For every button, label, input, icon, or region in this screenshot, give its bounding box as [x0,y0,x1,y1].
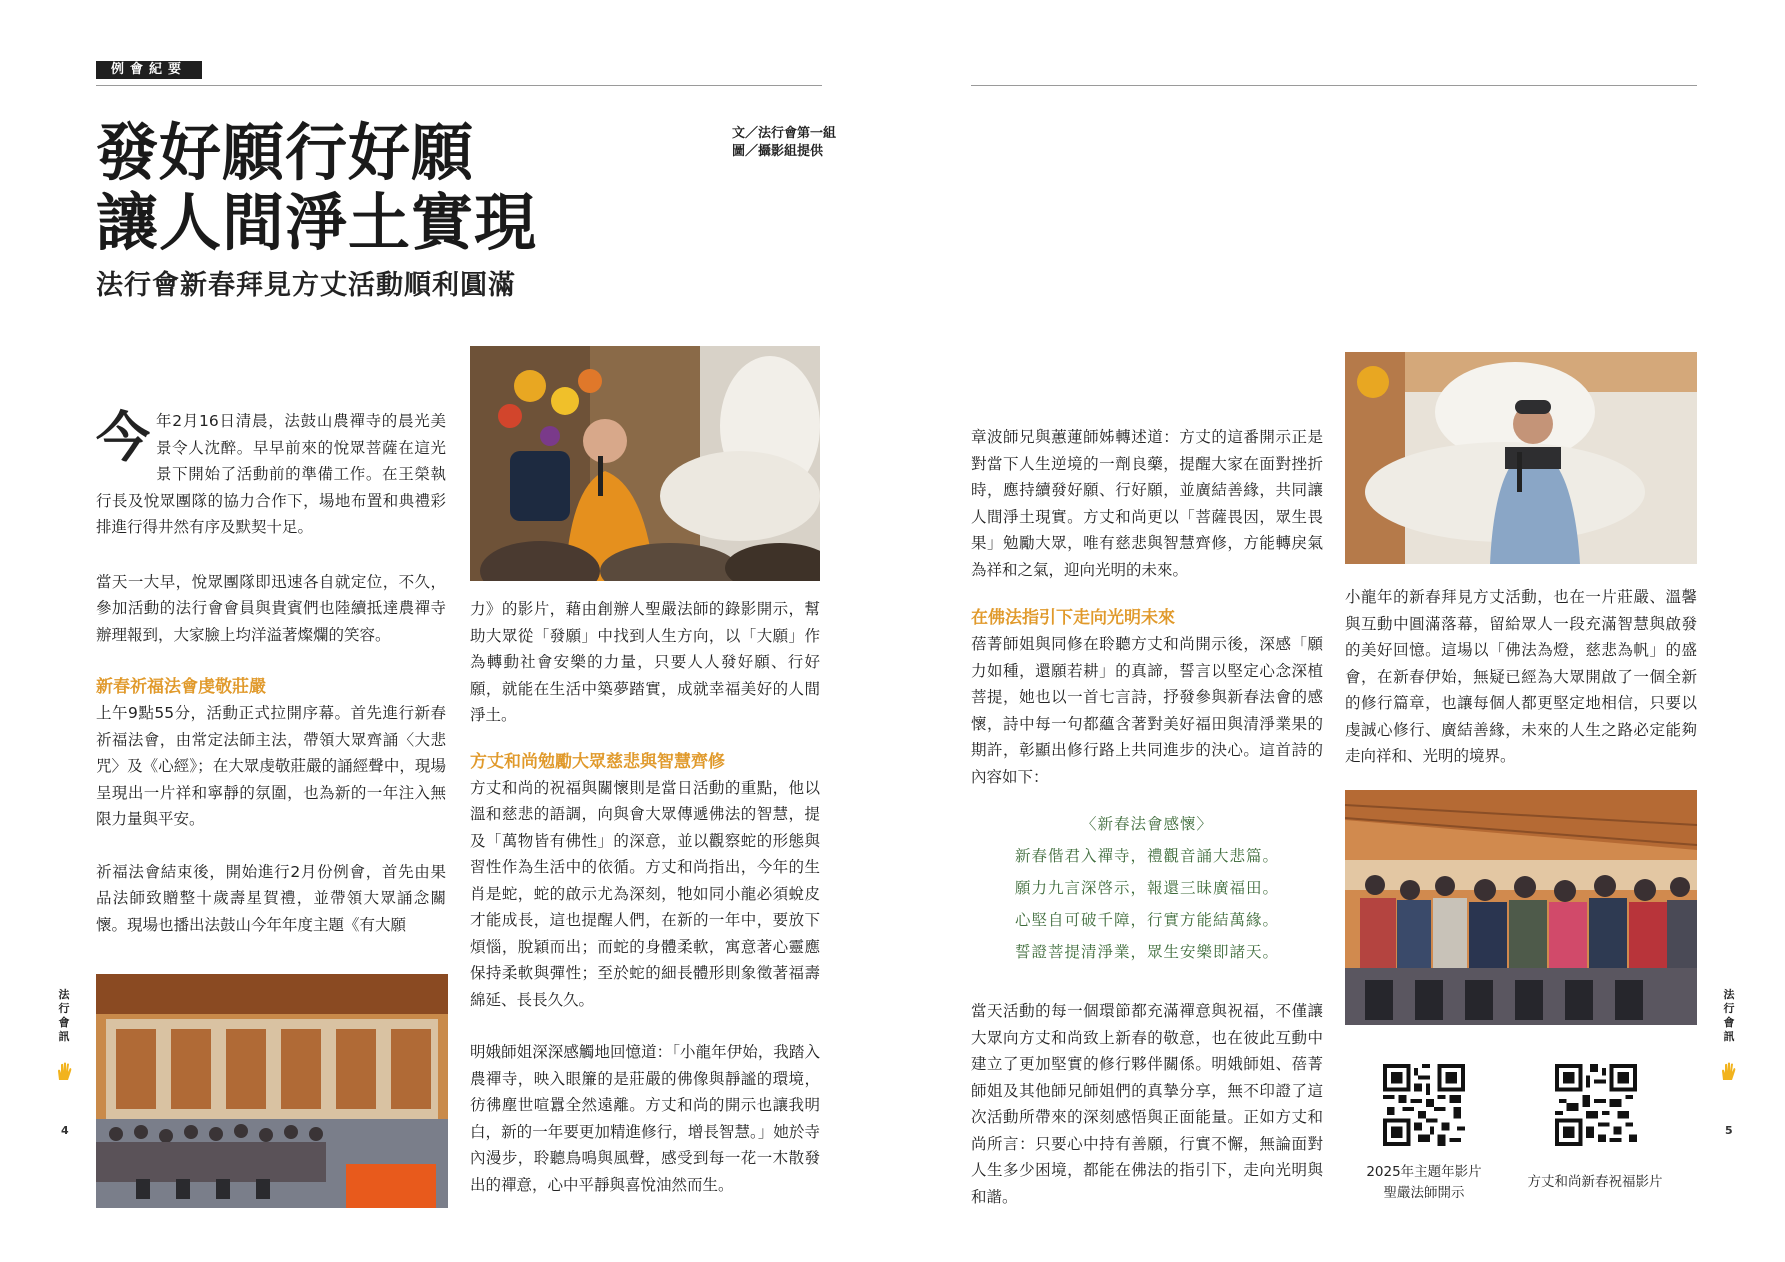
qr-code-theme-video[interactable] [1383,1064,1465,1146]
header-rule-left [96,85,822,86]
title-line-1: 發好願行好願 [96,116,475,189]
qr-caption-2: 方丈和尚新春祝福影片 [1527,1174,1663,1190]
section-tag: 例會紀要 [96,61,202,79]
author-credit: 文／法行會第一組 [732,126,837,141]
column-2 [470,596,820,1198]
poem-line: 心堅自可破千障，行實方能結萬緣。 [1014,911,1279,929]
column-3 [971,424,1323,1210]
header-rule-right [971,85,1697,86]
photo-credit: 圖／攝影組提供 [732,144,824,159]
poem-block [971,808,1323,968]
paragraph: 蓓菁師姐與同修在聆聽方丈和尚開示後，深感「願力如種，還願若耕」的真諦，誓言以堅定心念深植菩提，她也以一首七言詩，抒發參與新春法會的感懷，詩中每一句都蘊含著對美好福田與清淨業果的期許，彰顯出修行路上共同進步的決心。這首詩的內容如下： [971,635,1323,786]
section-heading: 在佛法指引下走向光明未來 [971,608,1175,628]
intro-paragraph: 今年2月16日清晨，法鼓山農禪寺的晨光美景令人沈醉。早早前來的悅眾菩薩在這光景下開始了活動前的準備工作。在王榮執行長及悅眾團隊的協力合作下，場地布置和典禮彩排進行得井然有序及默契十足。 [96,405,446,536]
paragraph: 明娥師姐深深感觸地回憶道：「小龍年伊始，我踏入農禪寺，映入眼簾的是莊嚴的佛像與靜謐的環境，彷彿塵世喧囂全然遠離。方丈和尚的開示也讓我明白，新的一年要更加精進修行，增長智慧。」她於寺內漫步，聆聽鳥鳴與風聲，感受到每一花一木散發出的禪意，心中平靜與喜悅油然而生。 [470,1043,820,1194]
qr-caption-1: 2025年主題年影片 聖嚴法師開示 [1366,1164,1482,1201]
hand-icon [56,1062,74,1086]
column-1 [96,405,446,938]
paragraph: 上午9點55分，活動正式拉開序幕。首先進行新春祈福法會，由常定法師主法，帶領大眾齊誦〈大悲咒〉及《心經》；在大眾虔敬莊嚴的誦經聲中，現場呈現出一片祥和寧靜的氛圍，也為新的一年注入無限力量與平安。 [96,704,446,828]
section-heading: 方丈和尚勉勵大眾慈悲與智慧齊修 [470,751,725,772]
paragraph: 小龍年的新春拜見方丈活動，也在一片莊嚴、溫馨與互動中圓滿落幕，留給眾人一段充滿智慧與啟發的美好回憶。這場以「佛法為燈，慈悲為帆」的盛會，在新春伊始，無疑已經為大眾開啟了一個全新的修行篇章，也讓每個人都更堅定地相信，只要以虔誠心修行、廣結善緣，未來的人生之路必定能夠走向祥和、光明的境界。 [1345,588,1697,765]
poem-title: 〈新春法會感懷〉 [1080,815,1213,833]
section-heading: 新春祈福法會虔敬莊嚴 [96,677,266,697]
page-number-right: 5 [1725,1124,1733,1137]
photo-hall-audience [96,974,448,1208]
paragraph: 當天一大早，悅眾團隊即迅速各自就定位，不久，參加活動的法行會會員與貴賓們也陸續抵達農禪寺辦理報到，大家臉上均洋溢著燦爛的笑容。 [96,572,446,644]
photo-monk-speaking [470,346,820,581]
photo-members-praying [1345,790,1697,1025]
column-4 [1345,584,1697,770]
paragraph: 力》的影片，藉由創辦人聖嚴法師的錄影開示，幫助大眾從「發願」中找到人生方向，以「大願」作為轉動社會安樂的力量，只要人人發好願、行好願，就能在生活中築夢踏實，成就幸福美好的人間淨土。 [470,600,820,724]
page-number-left: 4 [61,1124,69,1137]
margin-label-right: 法行會訊 [1723,988,1735,1043]
subtitle: 法行會新春拜見方丈活動順利圓滿 [96,270,516,301]
qr-code-abbot-video[interactable] [1555,1064,1637,1146]
poem-line: 新春偕君入禪寺，禮觀音誦大悲篇。 [1014,847,1279,865]
dropcap: 今 [96,405,150,469]
title-line-2: 讓人間淨土實現 [96,186,538,259]
poem-line: 誓證菩提清淨業，眾生安樂即諸天。 [1014,943,1279,961]
margin-label-left: 法行會訊 [58,988,70,1043]
hand-icon [1720,1062,1738,1086]
paragraph: 當天活動的每一個環節都充滿禪意與祝福，不僅讓大眾向方丈和尚致上新春的敬意，也在彼此互動中建立了更加堅實的修行夥伴關係。明娥師姐、蓓菁師姐及其他師兄師姐們的真摯分享，無不印證了這次活動所帶來的深刻感悟與正面能量。正如方丈和尚所言：只要心中持有善願，行實不懈，無論面對人生多少困境，都能在佛法的指引下，走向光明與和諧。 [971,1002,1323,1206]
poem-line: 願力九言深啓示，報還三昧廣福田。 [1014,879,1279,897]
paragraph: 章波師兄與蕙蓮師姊轉述道：方丈的這番開示正是對當下人生逆境的一劑良藥，提醒大家在面對挫折時，應持續發好願、行好願，並廣結善緣，共同讓人間淨土現實。方丈和尚更以「菩薩畏因，眾生畏果」勉勵大眾，唯有慈悲與智慧齊修，方能轉戾氣為祥和之氣，迎向光明的未來。 [971,428,1323,579]
paragraph: 方丈和尚的祝福與關懷則是當日活動的重點，他以溫和慈悲的語調，向與會大眾傳遞佛法的智慧，提及「萬物皆有佛性」的深意，並以觀察蛇的形態與習性作為生活中的依循。方丈和尚指出，今年的生肖是蛇，蛇的啟示尤為深刻，牠如同小龍必須蛻皮才能成長，這也提醒人們，在新的一年中，要放下煩惱，脫穎而出；而蛇的身體柔軟，寓意著心靈應保持柔軟與彈性；至於蛇的細長體形則象徵著福壽綿延、長長久久。 [470,778,820,1009]
photo-abbot-speaking [1345,352,1697,564]
paragraph: 祈福法會結束後，開始進行2月份例會，首先由果品法師致贈整十歲壽星賀禮，並帶領大眾誦念關懷。現場也播出法鼓山今年年度主題《有大願 [96,862,446,934]
